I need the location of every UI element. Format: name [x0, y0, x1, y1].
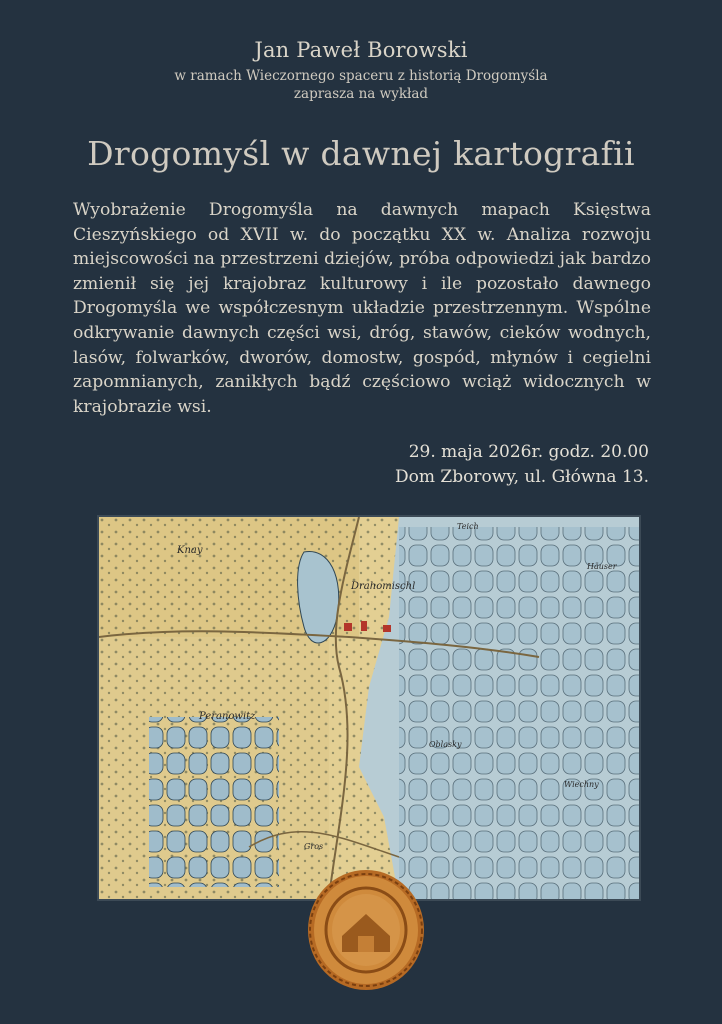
header	[0, 38, 722, 103]
event-place: Dom Zborowy, ul. Główna 13.	[395, 467, 649, 487]
map-label-gros: Gros	[304, 842, 324, 851]
invitation-line-2: zaprasza na wykład	[293, 86, 429, 102]
map-label-teich: Teich	[457, 522, 479, 531]
map-label-knay: Knay	[177, 545, 203, 556]
lecture-description: Wyobrażenie Drogomyśla na dawnych mapach Księstwa Cieszyńskiego od XVII w. do początku XX w. Analiza rozwoju miejscowości na przestrzeni dziejów, próba odpowiedzi jak bardzo zmienił się jej krajobraz kulturowy i ile pozostało dawnego Drogomyśla we współczesnym układzie przestrzennym. Wspólne odkrywanie dawnych części wsi, dróg, stawów, cieków wodnych, lasów, folwarków, dworów, domostw, gospód, młynów i cegielni zapomnianych, zanikłych bądź częściowo wciąż widocznych w krajobrazie wsi.	[73, 200, 651, 417]
event-info	[395, 440, 649, 490]
map-label-drogomysl: Drahomischl	[351, 581, 416, 592]
map-label-pruchna: Peranowitz	[199, 711, 256, 722]
event-date: 29. maja 2026r. godz. 20.00	[408, 442, 649, 462]
historical-map-image	[97, 515, 641, 901]
wax-seal-icon	[304, 866, 428, 994]
author-name: Jan Paweł Borowski	[254, 38, 468, 62]
map-label-wiechny: Wiechny	[564, 780, 599, 789]
invitation-line-1: w ramach Wieczornego spaceru z historią Drogomyśla	[174, 68, 548, 84]
lecture-title: Drogomyśl w dawnej kartografii	[87, 134, 635, 173]
map-label-oblasky: Oblasky	[429, 740, 462, 749]
map-drawing	[99, 517, 639, 899]
map-label-hauser: Häuser	[587, 562, 617, 571]
